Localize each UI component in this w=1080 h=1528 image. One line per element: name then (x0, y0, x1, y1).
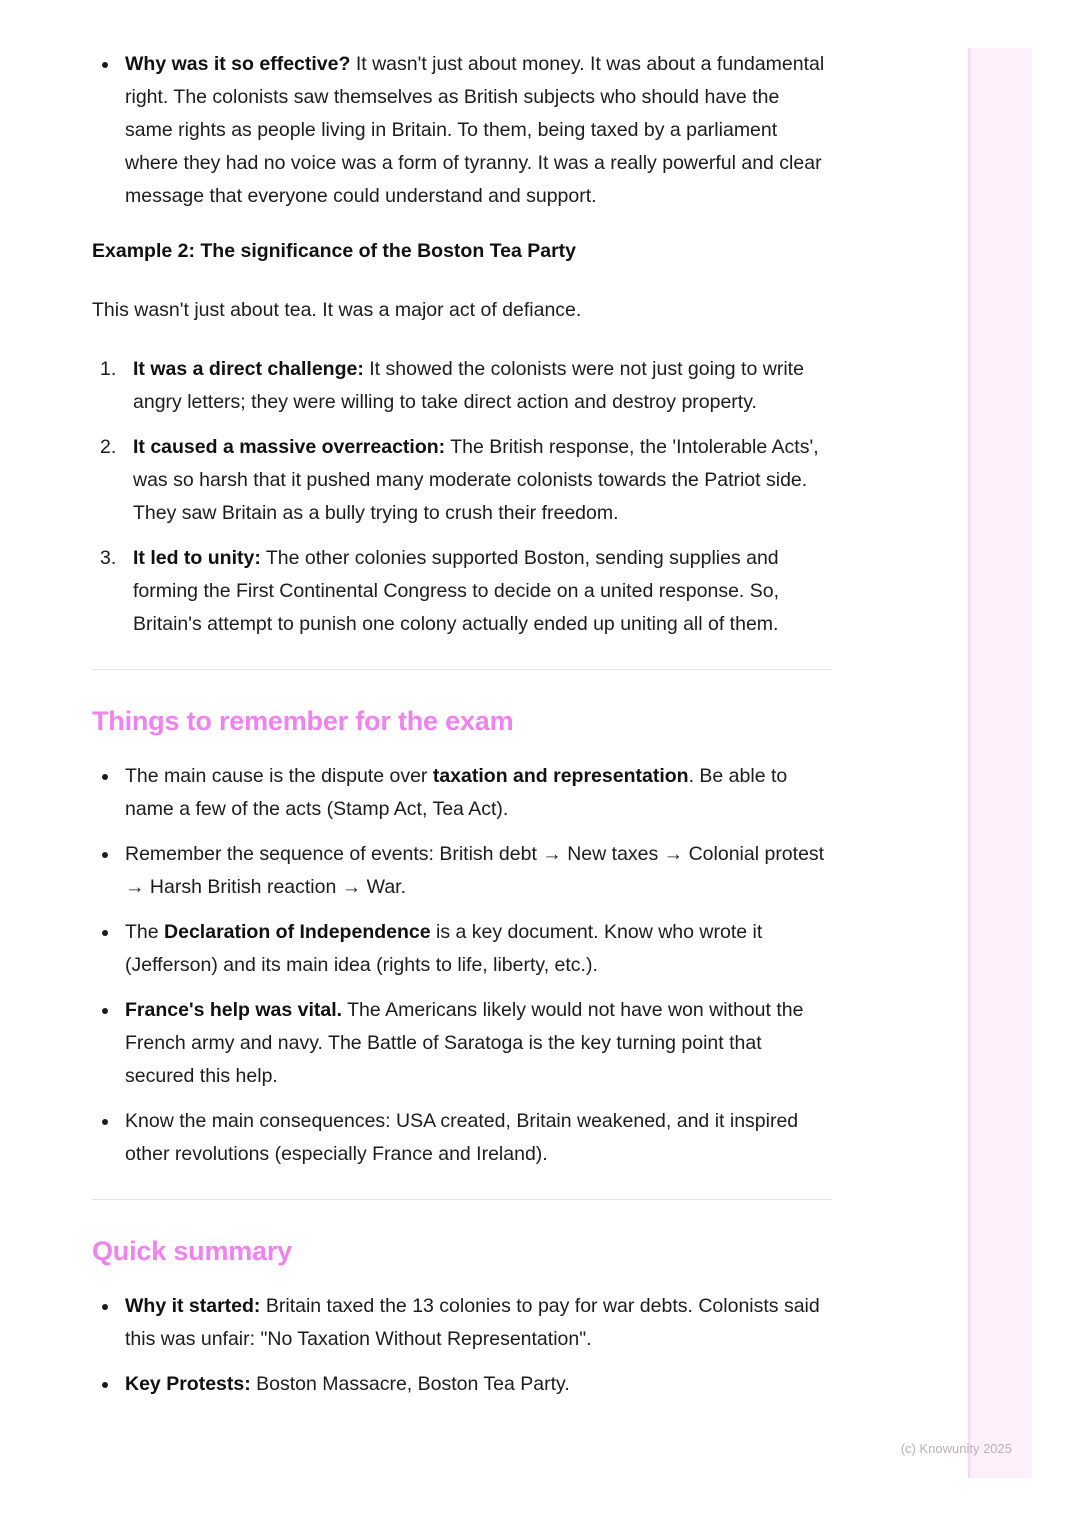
bullet-bold: taxation and representation (432, 765, 689, 787)
bullet-pre: Remember the sequence of events: British debt → New taxes → Colonial protest → Harsh British reaction → War. (125, 843, 825, 898)
bullet-bold: France's help was vital. (125, 999, 343, 1021)
bullet-bold: Declaration of Independence (164, 921, 431, 943)
list-item (92, 542, 832, 641)
exam-bullet-list (92, 760, 832, 1171)
bullet-lead: Why it started: (125, 1295, 261, 1317)
summary-section-title: Quick summary (92, 1236, 292, 1266)
bullet-pre: Know the main consequences: USA created, Britain weakened, and it inspired other revolutions (especially France and Ireland). (125, 1110, 799, 1165)
list-item (92, 431, 832, 530)
summary-bullet-list (92, 1290, 832, 1401)
list-item (92, 760, 832, 826)
bullet-pre: The (125, 921, 165, 943)
copyright-credit: (c) Knowunity 2025 (900, 1441, 1012, 1456)
example2-heading-text: Example 2: The significance of the Boston Tea Party (92, 240, 577, 262)
list-item (92, 1368, 832, 1401)
numbered-text: The British response, the 'Intolerable Acts', was so harsh that it pushed many moderate colonists towards the Patriot side. They saw Britain as a bully trying to crush their freedom. (133, 436, 819, 524)
list-item (92, 48, 832, 213)
bullet-lead: Key Protests: (125, 1373, 251, 1395)
page-side-band (970, 48, 1032, 1478)
list-item (92, 838, 832, 904)
numbered-lead: It caused a massive overreaction: (133, 436, 446, 458)
page-side-band-divider (968, 48, 970, 1478)
list-item (92, 994, 832, 1093)
bullet-post: The Americans likely would not have won without the French army and navy. The Battle of Saratoga is the key turning point that secured this help. (125, 999, 804, 1087)
list-item (92, 1290, 832, 1356)
example2-numbered-list (92, 353, 832, 641)
effective-bullet-list (92, 48, 832, 213)
exam-section-title: Things to remember for the exam (92, 706, 514, 736)
bullet-lead: Why was it so effective? (125, 53, 351, 75)
numbered-text: The other colonies supported Boston, sending supplies and forming the First Continental Congress to decide on a united response. So, Britain's attempt to punish one colony actually ended up uniting all of them. (133, 547, 780, 635)
bullet-post: . Be able to name a few of the acts (Stamp Act, Tea Act). (125, 765, 788, 820)
list-item (92, 353, 832, 419)
list-item (92, 1105, 832, 1171)
example2-heading (92, 235, 832, 268)
section-divider (92, 669, 832, 670)
bullet-text: It wasn't just about money. It was about a fundamental right. The colonists saw themselves as British subjects who should have the same rights as people living in Britain. To them, being taxed by a parliament where they had no voice was a form of tyranny. It was a really powerful and clear message that everyone could understand and support. (125, 53, 825, 207)
example2-intro: This wasn't just about tea. It was a major act of defiance. (92, 299, 582, 321)
document-content (92, 48, 832, 1423)
bullet-post: is a key document. Know who wrote it (Jefferson) and its main idea (rights to life, liberty, etc.). (125, 921, 763, 976)
bullet-pre: The main cause is the dispute over (125, 765, 433, 787)
section-divider (92, 1199, 832, 1200)
numbered-text: It showed the colonists were not just going to write angry letters; they were willing to take direct action and destroy property. (133, 358, 804, 413)
bullet-text: Britain taxed the 13 colonies to pay for war debts. Colonists said this was unfair: "No Taxation Without Representation". (125, 1295, 820, 1350)
bullet-text: Boston Massacre, Boston Tea Party. (250, 1373, 570, 1395)
numbered-lead: It led to unity: (133, 547, 261, 569)
list-item (92, 916, 832, 982)
numbered-lead: It was a direct challenge: (133, 358, 364, 380)
